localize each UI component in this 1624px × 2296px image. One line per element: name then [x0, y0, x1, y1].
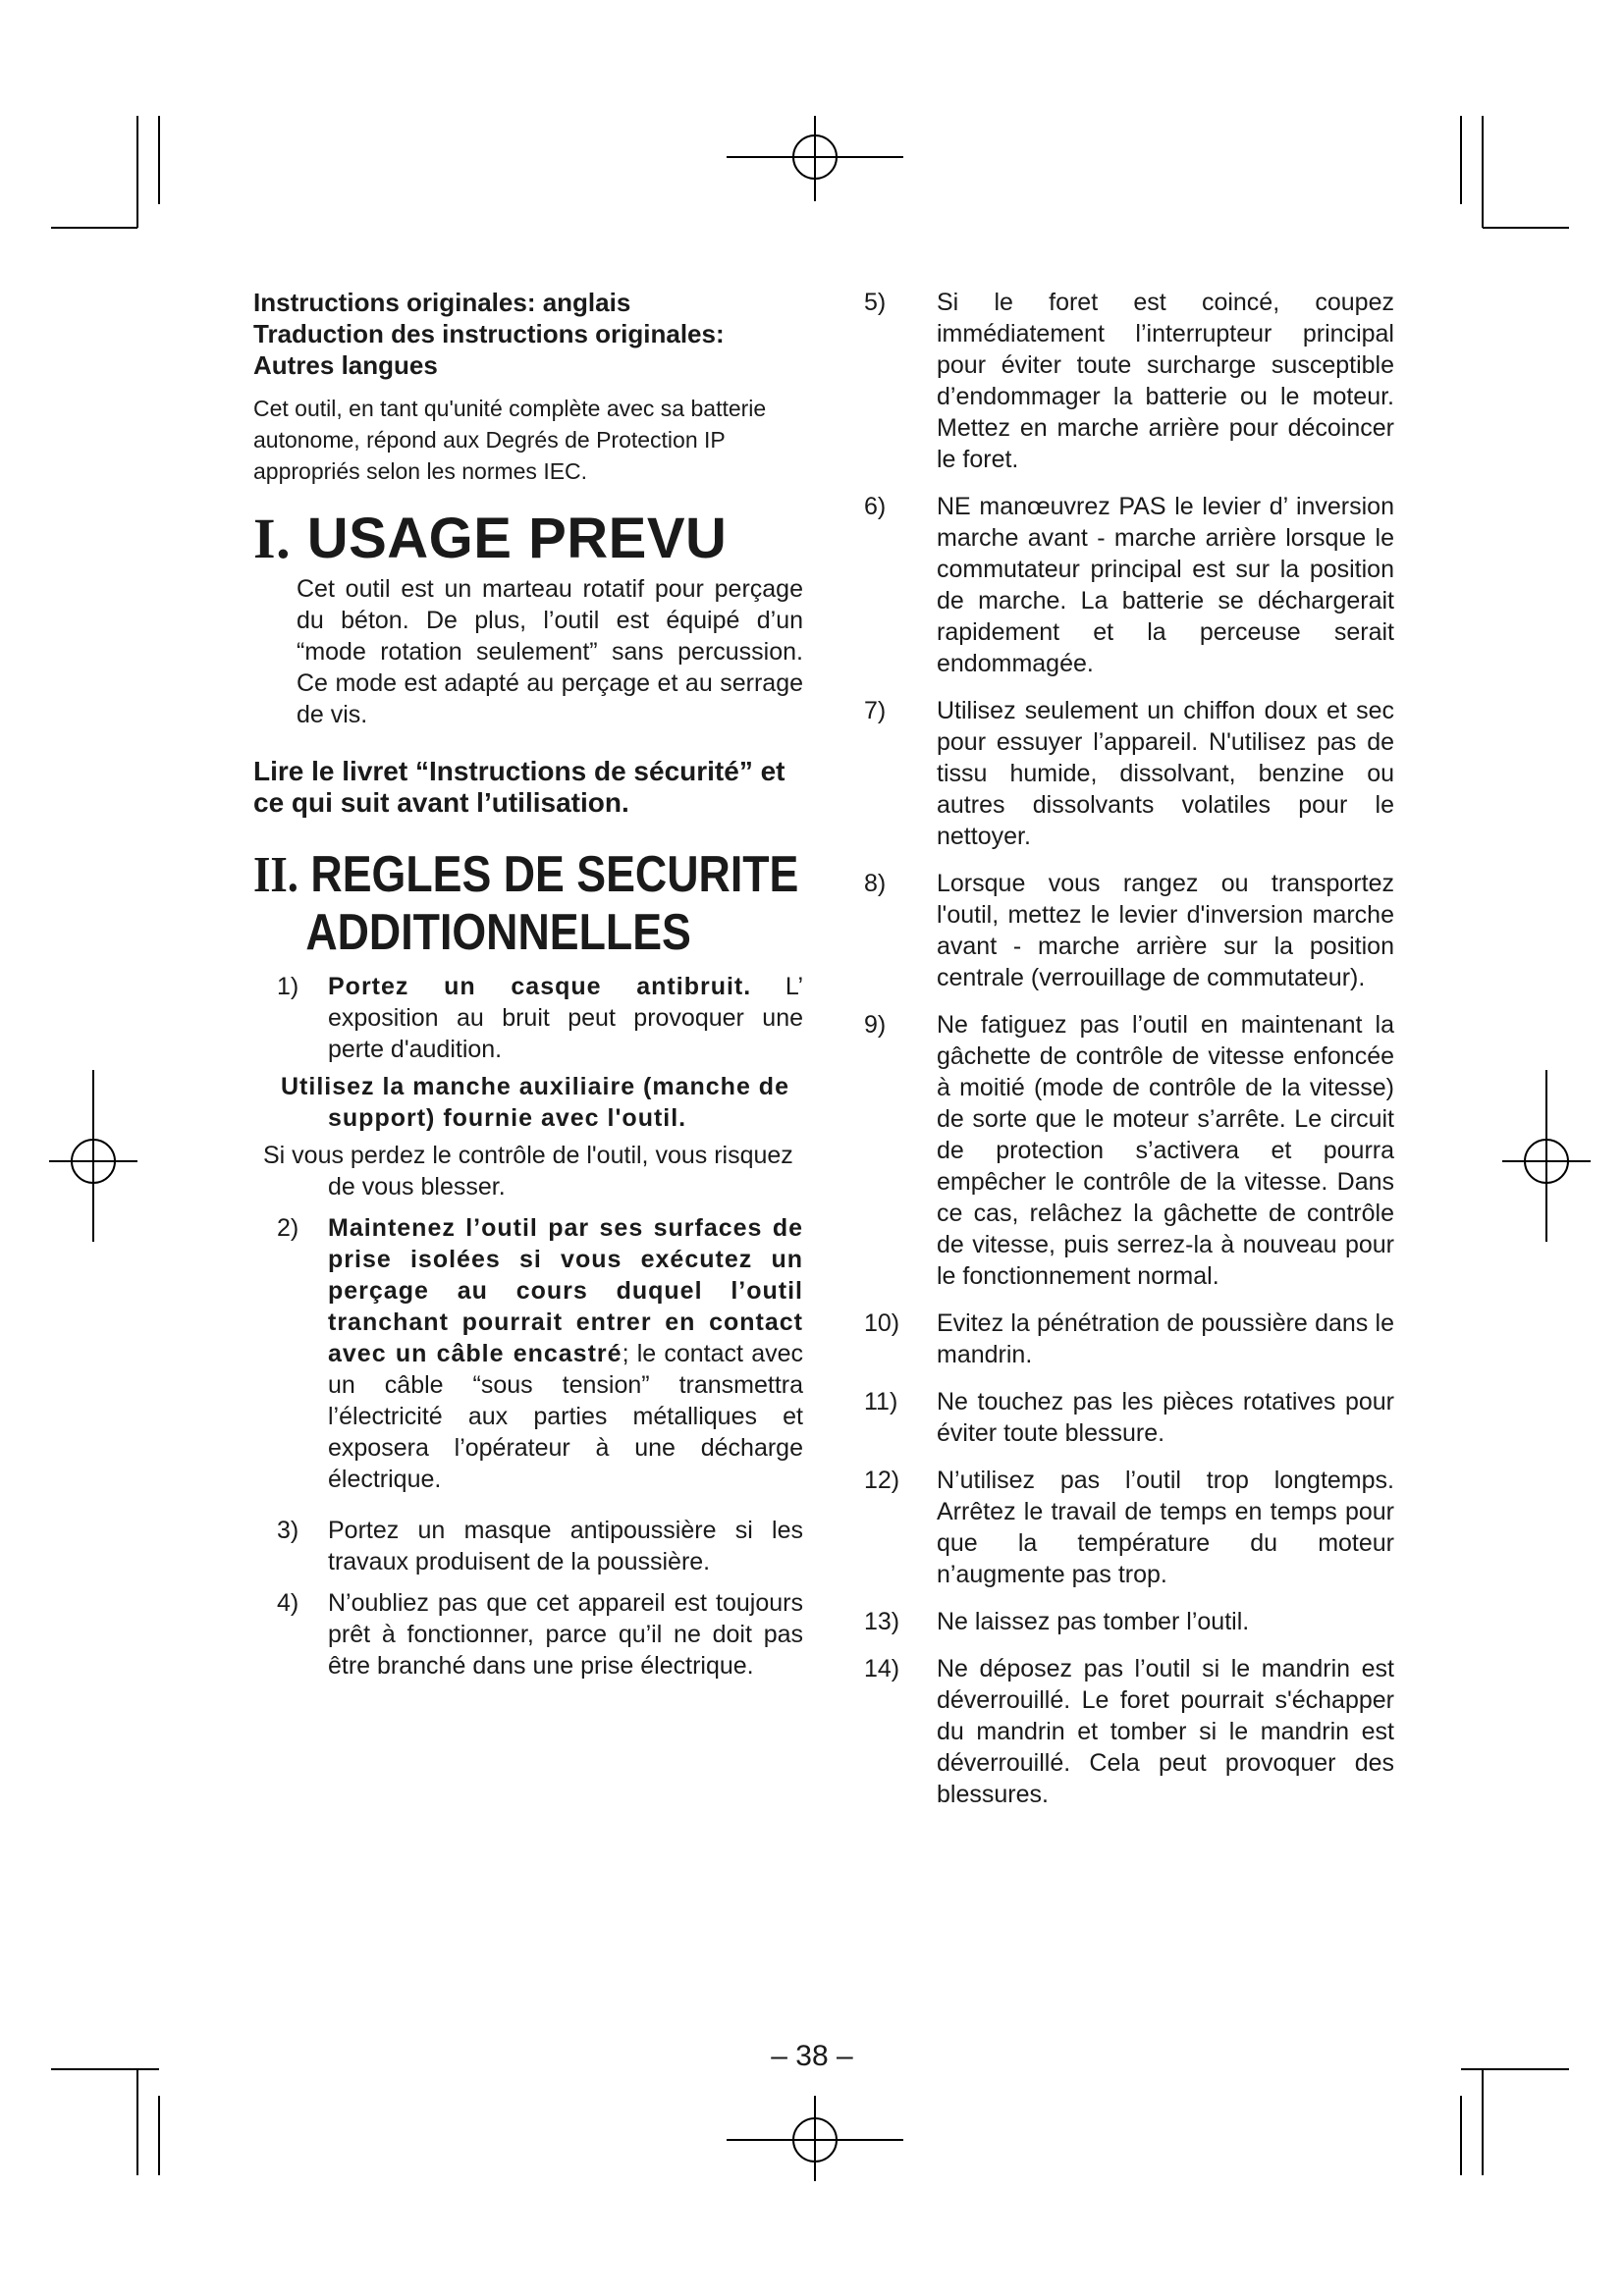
- section-numeral: I.: [253, 507, 292, 570]
- item-text: Lorsque vous rangez ou transportez l'outil, mettez le levier d'inversion marche avant - marche arrière sur la position centrale (verrouillage de commutateur).: [937, 870, 1394, 991]
- safety-item: [864, 868, 1394, 993]
- left-column: [253, 287, 803, 1682]
- item-text: Ne fatiguez pas l’outil en maintenant la gâchette de contrôle de vitesse enfoncée à moitié (mode de contrôle de la vitesse) de sorte que le moteur s’arrête. Le circuit de protection s’activera et pourra empêcher le contrôle de la vitesse. Dans ce cas, relâchez la gâchette de contrôle de vitesse, puis serrez-la à nouveau pour le fonctionnement normal.: [937, 1011, 1394, 1290]
- safety-item: [864, 1308, 1394, 1370]
- usage-prevu-paragraph: Cet outil est un marteau rotatif pour perçage du béton. De plus, l’outil est équipé d’un “mode rotation seulement” sans percussion. Ce mode est adapté au perçage et au serrage de vis.: [297, 575, 803, 728]
- item-number: 8): [864, 870, 887, 897]
- auxiliary-handle-warning: Utilisez la manche auxiliaire (manche de support) fournie avec l'outil.: [281, 1073, 789, 1132]
- item-text: Ne touchez pas les pièces rotatives pour éviter toute blessure.: [937, 1388, 1394, 1447]
- safety-item: [864, 491, 1394, 679]
- section-heading-regles-securite: [253, 846, 799, 961]
- header-other-languages: Autres langues: [253, 350, 438, 380]
- item-text: ; le contact avec un câble “sous tension” transmettra l’électricité aux parties métalliques et exposera l’opérateur à une décharge électrique.: [328, 1340, 803, 1493]
- item-bold-text: Portez un casque antibruit.: [328, 973, 752, 1000]
- item-number: 5): [864, 289, 887, 316]
- safety-item: [864, 1653, 1394, 1810]
- safety-item: [864, 287, 1394, 475]
- item-text: N’oubliez pas que cet appareil est toujours prêt à fonctionner, parce qu’il ne doit pas être branché dans une prise électrique.: [328, 1589, 803, 1680]
- header-translation: Traduction des instructions originales:: [253, 319, 725, 348]
- safety-item: [253, 1212, 803, 1495]
- item-number: 7): [864, 697, 887, 724]
- safety-item: [253, 1587, 803, 1682]
- item-text: L’ exposition au bruit peut provoquer une perte d'audition.: [328, 973, 804, 1063]
- read-safety-booklet-notice: Lire le livret “Instructions de sécurité” et ce qui suit avant l’utilisation.: [253, 756, 785, 818]
- safety-item: [864, 1465, 1394, 1590]
- item-text: Si le foret est coincé, coupez immédiatement l’interrupteur principal pour éviter toute surcharge susceptible d’endommager la batterie ou le moteur. Mettez en marche arrière pour décoincer le foret.: [937, 289, 1394, 473]
- safety-item: [864, 1386, 1394, 1449]
- safety-item: [864, 695, 1394, 852]
- item-number: 13): [864, 1608, 900, 1635]
- item-number: 11): [864, 1388, 898, 1415]
- auxiliary-handle-text: Si vous perdez le contrôle de l'outil, vous risquez de vous blesser.: [263, 1142, 793, 1201]
- safety-item: [253, 971, 803, 1065]
- item-number: 9): [864, 1011, 887, 1039]
- item-number: 2): [277, 1214, 299, 1242]
- section-title: USAGE PREVU: [306, 507, 728, 570]
- item-number: 14): [864, 1655, 900, 1682]
- item-number: 4): [277, 1589, 299, 1617]
- section-title-line2: ADDITIONNELLES: [305, 904, 691, 961]
- right-column: [864, 287, 1394, 1810]
- item-number: 3): [277, 1517, 299, 1544]
- item-number: 12): [864, 1467, 900, 1494]
- item-text: Ne déposez pas l’outil si le mandrin est déverrouillé. Le foret pourrait s'échapper du mandrin et tomber si le mandrin est déverrouillé. Cela peut provoquer des blessures.: [937, 1655, 1394, 1808]
- item-text: Evitez la pénétration de poussière dans le mandrin.: [937, 1309, 1394, 1368]
- item-number: 10): [864, 1309, 900, 1337]
- header-original-language: Instructions originales: anglais: [253, 288, 631, 317]
- item-number: 1): [277, 973, 299, 1000]
- page-number: – 38 –: [771, 2040, 853, 2072]
- item-bold-text: Maintenez l’outil par ses surfaces de prise isolées si vous exécutez un perçage au cours duquel l’outil tranchant pourrait entrer en contact avec un câble encastré: [328, 1214, 803, 1367]
- section-heading-usage-prevu: [253, 508, 803, 569]
- item-text: Ne laissez pas tomber l’outil.: [937, 1608, 1250, 1635]
- section-title-line1: REGLES DE SECURITE: [310, 846, 799, 903]
- ip-protection-intro: Cet outil, en tant qu'unité complète avec sa batterie autonome, répond aux Degrés de Protection IP appropriés selon les normes IEC.: [253, 396, 767, 484]
- item-text: Portez un masque antipoussière si les travaux produisent de la poussière.: [328, 1517, 803, 1575]
- safety-item: [253, 1515, 803, 1577]
- section-numeral: II.: [253, 847, 298, 903]
- item-text: N’utilisez pas l’outil trop longtemps. Arrêtez le travail de temps en temps pour que la température du moteur n’augmente pas trop.: [937, 1467, 1394, 1588]
- item-text: Utilisez seulement un chiffon doux et sec pour essuyer l’appareil. N'utilisez pas de tissu humide, dissolvant, benzine ou autres dissolvants volatiles pour le nettoyer.: [937, 697, 1394, 850]
- item-number: 6): [864, 493, 887, 520]
- safety-item: [864, 1606, 1394, 1637]
- safety-item: [864, 1009, 1394, 1292]
- item-text: NE manœuvrez PAS le levier d’ inversion marche avant - marche arrière lorsque le commutateur principal est sur la position de marche. La batterie se déchargerait rapidement et la perceuse serait endommagée.: [937, 493, 1394, 677]
